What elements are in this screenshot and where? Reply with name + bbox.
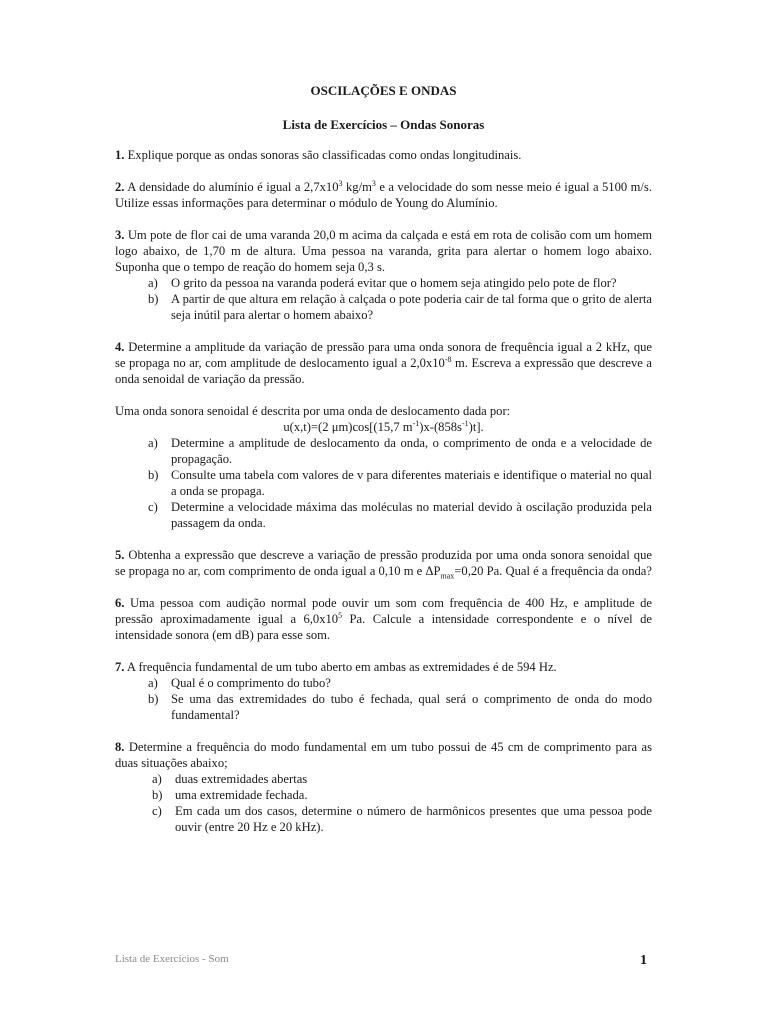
page-number: 1 <box>640 953 647 968</box>
page-subtitle: Lista de Exercícios – Ondas Sonoras <box>282 117 485 132</box>
superscript: 5 <box>338 610 343 620</box>
page-title: OSCILAÇÕES E ONDAS <box>310 83 457 98</box>
question-number: 8. <box>115 740 125 754</box>
sub-question: a) Determine a amplitude de deslocamento da onda, o comprimento de onda e a velocidade de propagação. <box>148 436 652 466</box>
superscript: 3 <box>338 178 343 188</box>
question-5 <box>115 547 652 579</box>
sub-question-list <box>115 675 652 723</box>
question-number: 3. <box>115 228 125 242</box>
question-text: Determine a amplitude da variação de pressão para uma onda sonora de frequência igual a 2 kHz, que se propaga no ar, com amplitude de deslocamento igual a 2,0x10 <box>115 340 653 370</box>
question-3 <box>115 227 652 323</box>
question-text: A densidade do alumínio é igual a 2,7x10 <box>127 180 339 194</box>
question-number: 2. <box>115 180 125 194</box>
question-8 <box>115 739 652 835</box>
question-number: 4. <box>115 340 125 354</box>
question-7 <box>115 659 652 723</box>
sub-question: b) uma extremidade fechada. <box>152 788 308 802</box>
wave-equation: u(x,t)=(2 μm)cos[(15,7 $m^{-1})x-(858s^{-1})t$]. <box>283 418 484 434</box>
question-text: =0,20 Pa. Qual é a frequência da onda? <box>454 564 652 578</box>
subscript: max <box>440 571 455 581</box>
question-text: Um pote de flor cai de uma varanda 20,0 m acima da calçada e está em rota de colisão com um homem logo abaixo, de 1,70 m de altura. Uma pessoa na varanda, grita para alertar o homem logo abaixo. Suponha que o tempo de reação do homem seja 0,3 s. <box>115 228 652 274</box>
sub-question: a) duas extremidades abertas <box>152 772 308 786</box>
question-4 <box>115 339 652 387</box>
question-number: 1. <box>115 148 125 162</box>
question-1 <box>115 147 652 163</box>
superscript: 3 <box>371 178 376 188</box>
sub-question: c) Em cada um dos casos, determine o número de harmônicos presentes que uma pessoa pode ouvir (entre 20 Hz e 20 kHz). <box>152 804 652 834</box>
wave-problem <box>115 403 652 531</box>
question-text: A frequência fundamental de um tubo aberto em ambas as extremidades é de 594 Hz. <box>126 660 557 674</box>
question-text: Obtenha a expressão que descreve a variação de pressão produzida por uma onda sonora senoidal que se propaga no ar, com comprimento de onda igual a 0,10 m e ΔP <box>115 548 652 578</box>
question-number: 6. <box>115 596 125 610</box>
sub-question-list <box>115 771 652 835</box>
sub-question: a) O grito da pessoa na varanda poderá evitar que o homem seja atingido pelo pote de flor? <box>148 276 617 290</box>
question-6 <box>115 595 652 643</box>
question-text: Determine a frequência do modo fundamental em um tubo possui de 45 cm de comprimento para as duas situações abaixo; <box>115 740 652 770</box>
sub-question: a) Qual é o comprimento do tubo? <box>148 676 331 690</box>
question-2 <box>115 179 652 211</box>
sub-question: b) A partir de que altura em relação à calçada o pote poderia cair de tal forma que o grito de alerta seja inútil para alertar o homem abaixo? <box>148 292 652 322</box>
sub-question: b) Consulte uma tabela com valores de v para diferentes materiais e identifique o material no qual a onda se propaga. <box>148 468 652 498</box>
superscript: -8 <box>444 354 452 364</box>
question-number: 7. <box>115 660 125 674</box>
sub-question-list <box>115 435 652 531</box>
question-text: kg/m <box>342 180 372 194</box>
sub-question: c) Determine a velocidade máxima das moléculas no material devido à oscilação produzida pela passagem da onda. <box>148 500 652 530</box>
wave-intro: Uma onda sonora senoidal é descrita por uma onda de deslocamento dada por: <box>115 404 511 418</box>
document-content <box>115 83 652 851</box>
question-text: Pa. Calcule a intensidade correspondente e o nível de intensidade sonora (em dB) para esse som. <box>115 612 652 642</box>
question-text: m. Escreva a expressão que descreve a onda senoidal de variação da pressão. <box>115 356 653 386</box>
sub-question: b) Se uma das extremidades do tubo é fechada, qual será o comprimento de onda do modo fundamental? <box>148 692 652 722</box>
question-number: 5. <box>115 548 125 562</box>
sub-question-list <box>115 275 652 323</box>
question-text: Explique porque as ondas sonoras são classificadas como ondas longitudinais. <box>127 148 522 162</box>
question-text: e a velocidade do som nesse meio é igual a 5100 m/s. Utilize essas informações para determinar o módulo de Young do Alumínio. <box>115 180 652 210</box>
footer-text: Lista de Exercícios - Som <box>115 953 229 965</box>
question-text: Uma pessoa com audição normal pode ouvir um som com frequência de 400 Hz, e amplitude de pressão aproximadamente igual a 6,0x10 <box>115 596 652 626</box>
